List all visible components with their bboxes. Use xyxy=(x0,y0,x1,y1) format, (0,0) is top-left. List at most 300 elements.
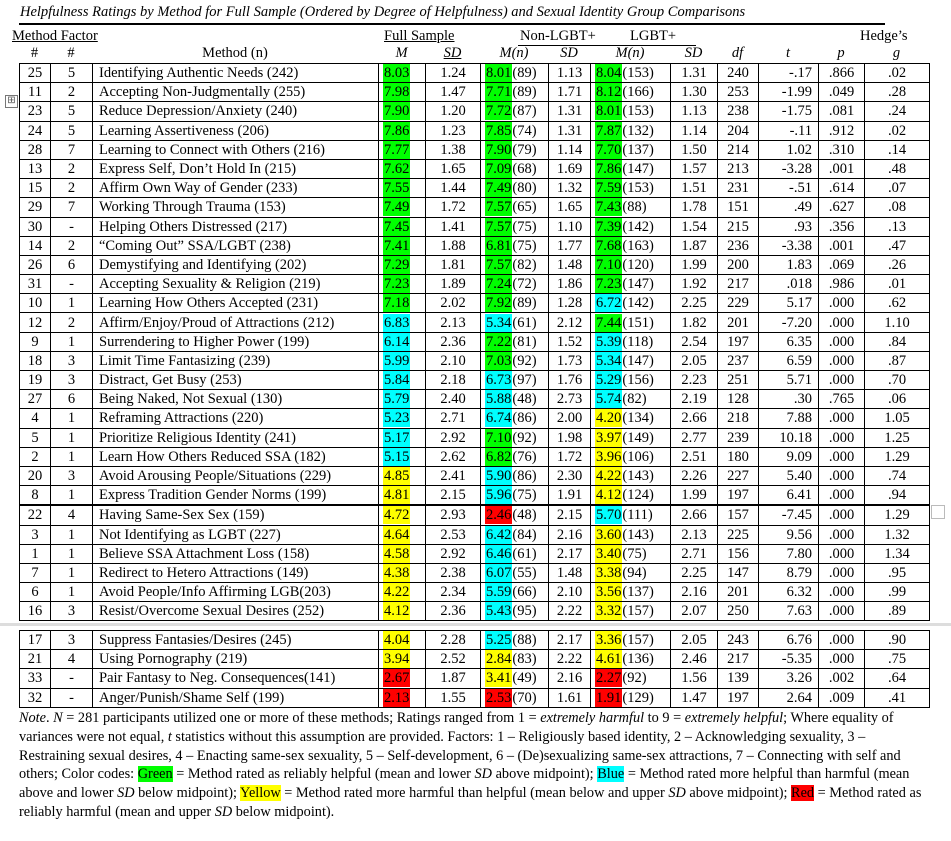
factor-number: 2 xyxy=(51,83,93,102)
p-value: .627 xyxy=(819,198,865,217)
hedges-header: Hedge’s xyxy=(860,28,908,44)
mean-highlight: 5.25 xyxy=(486,632,512,649)
p-value: .000 xyxy=(819,563,865,582)
lgbt-sd: 1.30 xyxy=(671,83,718,102)
table-row xyxy=(20,505,930,525)
method-name: Accepting Non-Judgmentally (255) xyxy=(93,83,379,102)
sample-size: (147) xyxy=(622,161,654,178)
p-value: .000 xyxy=(819,544,865,563)
sample-size: (84) xyxy=(512,526,537,543)
t-stat: .018 xyxy=(759,275,819,294)
method-name: Suppress Fantasies/Desires (245) xyxy=(93,631,379,650)
mean-highlight: 3.40 xyxy=(596,545,622,562)
t-stat: -1.99 xyxy=(759,83,819,102)
mean-highlight: 7.49 xyxy=(486,180,512,197)
sample-size: (70) xyxy=(512,689,537,706)
sample-size: (75) xyxy=(512,237,537,254)
method-name: Accepting Sexuality & Religion (219) xyxy=(93,275,379,294)
mean-highlight: 7.70 xyxy=(596,141,622,158)
mean-highlight: 7.57 xyxy=(486,199,512,216)
factor-number: 1 xyxy=(51,294,93,313)
lgbt-sd: 1.99 xyxy=(671,486,718,506)
p-value: .000 xyxy=(819,650,865,669)
lgbt-sd: 1.82 xyxy=(671,313,718,332)
method-number: 18 xyxy=(20,351,51,370)
non-lgbt-mean xyxy=(481,428,549,447)
method-number: 23 xyxy=(20,102,51,121)
lgbt-sd: 2.51 xyxy=(671,447,718,466)
note-segment: statistics without this assumption are provided. Factors: 1 – Religiously based identity, 2 – Acknowledging sexuality, 3 – Restraining sexual desires, 4 – Enacting same-sex sexuality, 5 – Self-development, 6 – (De)sexualizing same-sex attractions, 7 – Connecting with self and others; Color codes: xyxy=(19,728,901,783)
full-mean xyxy=(379,650,426,669)
full-sd: 1.55 xyxy=(426,688,481,707)
sample-size: (81) xyxy=(512,333,537,350)
lgbt-sd: 2.13 xyxy=(671,525,718,544)
t-stat: 6.41 xyxy=(759,486,819,506)
mean-highlight: 6.74 xyxy=(486,410,512,427)
t-stat: -3.28 xyxy=(759,159,819,178)
note-segment: ; Where equality of variances were not equal, xyxy=(19,710,894,745)
title-rule xyxy=(19,23,885,25)
full-mean xyxy=(379,409,426,428)
df: 197 xyxy=(718,486,759,506)
col-lgbt-m: M(n) xyxy=(615,45,645,62)
sample-size: (72) xyxy=(512,276,537,293)
df: 213 xyxy=(718,159,759,178)
method-name: Demystifying and Identifying (202) xyxy=(93,255,379,274)
hedges-g: 1.29 xyxy=(865,505,930,525)
factor-number: 5 xyxy=(51,121,93,140)
table-row xyxy=(20,390,930,409)
hedges-g: .62 xyxy=(865,294,930,313)
mean-highlight: 4.04 xyxy=(384,632,410,649)
row-resize-handle[interactable] xyxy=(931,505,945,519)
lgbt-mean xyxy=(591,669,671,688)
factor-number: 7 xyxy=(51,140,93,159)
table-title: Helpfulness Ratings by Method for Full Sample (Ordered by Degree of Helpfulness) and Sexual Identity Group Comparisons xyxy=(20,4,746,20)
mean-highlight: 4.12 xyxy=(596,487,622,504)
table-row xyxy=(20,64,930,83)
method-number: 32 xyxy=(20,688,51,707)
method-name: Affirm Own Way of Gender (233) xyxy=(93,179,379,198)
sample-size: (68) xyxy=(512,161,537,178)
non-lgbt-mean xyxy=(481,505,549,525)
non-lgbt-header: Non-LGBT+ xyxy=(520,28,596,44)
p-value: .000 xyxy=(819,505,865,525)
mean-highlight: 2.67 xyxy=(384,670,410,687)
table-row xyxy=(20,631,930,650)
non-lgbt-mean xyxy=(481,275,549,294)
table-row xyxy=(20,275,930,294)
sample-size: (86) xyxy=(512,468,537,485)
t-stat: 1.83 xyxy=(759,255,819,274)
mean-highlight: 5.59 xyxy=(486,584,512,601)
note-segment: extremely helpful xyxy=(684,710,784,726)
lgbt-mean xyxy=(591,631,671,650)
p-value: .000 xyxy=(819,409,865,428)
sample-size: (89) xyxy=(512,65,537,82)
mean-highlight: 3.36 xyxy=(596,632,622,649)
non-lgbt-sd: 1.71 xyxy=(549,83,591,102)
table-row xyxy=(20,544,930,563)
note-segment: Note xyxy=(19,710,47,726)
method-number: 20 xyxy=(20,466,51,485)
factor-number: 4 xyxy=(51,505,93,525)
df: 214 xyxy=(718,140,759,159)
mean-highlight: 7.39 xyxy=(596,218,622,235)
full-mean xyxy=(379,217,426,236)
sample-size: (88) xyxy=(622,199,647,216)
non-lgbt-mean xyxy=(481,525,549,544)
mean-highlight: 5.90 xyxy=(486,468,512,485)
mean-highlight: 4.61 xyxy=(596,651,622,668)
p-value: .000 xyxy=(819,332,865,351)
mean-highlight: 5.34 xyxy=(486,314,512,331)
non-lgbt-mean xyxy=(481,255,549,274)
non-lgbt-sd: 2.30 xyxy=(549,466,591,485)
t-stat: 6.32 xyxy=(759,583,819,602)
p-value: .000 xyxy=(819,583,865,602)
non-lgbt-sd: 1.13 xyxy=(549,64,591,83)
sample-size: (48) xyxy=(512,507,537,524)
full-mean xyxy=(379,83,426,102)
sample-size: (75) xyxy=(512,487,537,504)
hedges-g: .95 xyxy=(865,563,930,582)
factor-number: 3 xyxy=(51,351,93,370)
factor-number: 1 xyxy=(51,447,93,466)
factor-number: 5 xyxy=(51,102,93,121)
method-name: Redirect to Hetero Attractions (149) xyxy=(93,563,379,582)
sample-size: (157) xyxy=(622,632,654,649)
method-name: Resist/Overcome Sexual Desires (252) xyxy=(93,602,379,621)
non-lgbt-sd: 1.98 xyxy=(549,428,591,447)
table-row xyxy=(20,236,930,255)
p-value: .000 xyxy=(819,447,865,466)
mean-highlight: 6.73 xyxy=(486,372,512,389)
mean-highlight: 5.15 xyxy=(384,448,410,465)
mean-highlight: 7.03 xyxy=(486,352,512,369)
p-value: .069 xyxy=(819,255,865,274)
mean-highlight: 7.10 xyxy=(596,256,622,273)
lgbt-sd: 2.25 xyxy=(671,563,718,582)
hedges-g: .24 xyxy=(865,102,930,121)
note-segment: SD xyxy=(117,785,135,802)
non-lgbt-sd: 1.91 xyxy=(549,486,591,506)
note-segment: below midpoint); xyxy=(134,785,241,802)
non-lgbt-sd: 1.69 xyxy=(549,159,591,178)
non-lgbt-mean xyxy=(481,409,549,428)
t-stat: 1.02 xyxy=(759,140,819,159)
table-row xyxy=(20,409,930,428)
full-sd: 2.71 xyxy=(426,409,481,428)
t-stat: 7.80 xyxy=(759,544,819,563)
factor-number: 1 xyxy=(51,563,93,582)
mean-highlight: 5.99 xyxy=(384,352,410,369)
mean-highlight: 7.44 xyxy=(596,314,622,331)
method-number: 8 xyxy=(20,486,51,506)
table-row xyxy=(20,102,930,121)
mean-highlight: 2.53 xyxy=(486,689,512,706)
t-stat: .93 xyxy=(759,217,819,236)
t-stat: -5.35 xyxy=(759,650,819,669)
p-value: .001 xyxy=(819,159,865,178)
non-lgbt-sd: 2.17 xyxy=(549,631,591,650)
hedges-g: .75 xyxy=(865,650,930,669)
sample-size: (147) xyxy=(622,276,654,293)
col-g: g xyxy=(892,45,901,62)
mean-highlight: 7.43 xyxy=(596,199,622,216)
method-name: Learning to Connect with Others (216) xyxy=(93,140,379,159)
mean-highlight: 7.49 xyxy=(384,199,410,216)
method-name: Working Through Trauma (153) xyxy=(93,198,379,217)
hedges-g: .70 xyxy=(865,371,930,390)
sample-size: (151) xyxy=(622,314,654,331)
mean-highlight: 6.46 xyxy=(486,545,512,562)
factor-number: 4 xyxy=(51,650,93,669)
method-name: Anger/Punish/Shame Self (199) xyxy=(93,688,379,707)
col-full-sd: SD xyxy=(443,45,462,62)
sample-size: (166) xyxy=(622,84,654,101)
mean-highlight: 8.01 xyxy=(486,65,512,82)
non-lgbt-sd: 1.48 xyxy=(549,563,591,582)
hedges-g: .87 xyxy=(865,351,930,370)
full-mean xyxy=(379,332,426,351)
mean-highlight: 5.29 xyxy=(596,372,622,389)
sample-size: (65) xyxy=(512,199,537,216)
note-segment: to 9 = xyxy=(644,710,685,726)
sample-size: (111) xyxy=(622,507,653,524)
non-lgbt-sd: 2.16 xyxy=(549,525,591,544)
t-stat: 5.40 xyxy=(759,466,819,485)
t-stat: -.17 xyxy=(759,64,819,83)
mean-highlight: 5.23 xyxy=(384,410,410,427)
method-name: Using Pornography (219) xyxy=(93,650,379,669)
note-segment: SD xyxy=(214,803,233,820)
mean-highlight: 7.41 xyxy=(384,237,410,254)
full-sd: 1.44 xyxy=(426,179,481,198)
factor-number: 3 xyxy=(51,631,93,650)
table-row xyxy=(20,525,930,544)
full-sd: 2.13 xyxy=(426,313,481,332)
sample-size: (153) xyxy=(622,103,654,120)
table-row xyxy=(20,255,930,274)
hedges-g: .47 xyxy=(865,236,930,255)
full-sd: 2.62 xyxy=(426,447,481,466)
method-name: Pair Fantasy to Neg. Consequences(141) xyxy=(93,669,379,688)
df: 200 xyxy=(718,255,759,274)
note-segment: . xyxy=(46,710,54,726)
non-lgbt-mean xyxy=(481,121,549,140)
sample-size: (153) xyxy=(622,180,654,197)
mean-highlight: 5.74 xyxy=(596,391,622,408)
mean-highlight: 7.23 xyxy=(596,276,622,293)
method-name: “Coming Out” SSA/LGBT (238) xyxy=(93,236,379,255)
full-mean xyxy=(379,447,426,466)
t-stat: 6.76 xyxy=(759,631,819,650)
full-mean xyxy=(379,486,426,506)
hedges-g: .64 xyxy=(865,669,930,688)
non-lgbt-mean xyxy=(481,140,549,159)
sample-size: (76) xyxy=(512,448,537,465)
full-sd: 2.40 xyxy=(426,390,481,409)
full-sd: 1.88 xyxy=(426,236,481,255)
lgbt-sd: 1.99 xyxy=(671,255,718,274)
table-row xyxy=(20,294,930,313)
lgbt-sd: 1.14 xyxy=(671,121,718,140)
t-stat: 6.59 xyxy=(759,351,819,370)
non-lgbt-sd: 2.16 xyxy=(549,669,591,688)
hedges-g: 1.32 xyxy=(865,525,930,544)
method-name: Reframing Attractions (220) xyxy=(93,409,379,428)
lgbt-sd: 1.92 xyxy=(671,275,718,294)
t-stat: 5.17 xyxy=(759,294,819,313)
mean-highlight: 1.91 xyxy=(596,689,622,706)
sample-size: (61) xyxy=(512,314,537,331)
non-lgbt-mean xyxy=(481,583,549,602)
lgbt-sd: 2.23 xyxy=(671,371,718,390)
sample-size: (92) xyxy=(622,670,647,687)
mean-highlight: 5.88 xyxy=(486,391,512,408)
full-mean xyxy=(379,688,426,707)
note-segment: Blue xyxy=(597,766,625,783)
mean-highlight: 7.71 xyxy=(486,84,512,101)
p-value: .000 xyxy=(819,602,865,621)
hedges-g: .74 xyxy=(865,466,930,485)
non-lgbt-sd: 2.12 xyxy=(549,313,591,332)
lgbt-header: LGBT+ xyxy=(630,28,677,44)
hedges-g: 1.29 xyxy=(865,447,930,466)
full-mean xyxy=(379,236,426,255)
mean-highlight: 4.64 xyxy=(384,526,410,543)
table-row xyxy=(20,198,930,217)
table-row xyxy=(20,602,930,621)
lgbt-mean xyxy=(591,447,671,466)
full-sd: 2.92 xyxy=(426,544,481,563)
sample-size: (149) xyxy=(622,429,654,446)
df: 227 xyxy=(718,466,759,485)
non-lgbt-mean xyxy=(481,688,549,707)
method-name: Learning Assertiveness (206) xyxy=(93,121,379,140)
mean-highlight: 7.68 xyxy=(596,237,622,254)
non-lgbt-mean xyxy=(481,631,549,650)
p-value: .081 xyxy=(819,102,865,121)
hedges-g: .06 xyxy=(865,390,930,409)
non-lgbt-mean xyxy=(481,313,549,332)
lgbt-sd: 2.05 xyxy=(671,351,718,370)
table-row xyxy=(20,428,930,447)
sample-size: (136) xyxy=(622,651,654,668)
mean-highlight: 2.27 xyxy=(596,670,622,687)
sample-size: (134) xyxy=(622,410,654,427)
mean-highlight: 7.45 xyxy=(384,218,410,235)
mean-highlight: 6.07 xyxy=(486,564,512,581)
lgbt-sd: 1.51 xyxy=(671,179,718,198)
non-lgbt-sd: 1.72 xyxy=(549,447,591,466)
df: 239 xyxy=(718,428,759,447)
non-lgbt-mean xyxy=(481,236,549,255)
t-stat: 5.71 xyxy=(759,371,819,390)
method-name: Express Self, Don’t Hold In (215) xyxy=(93,159,379,178)
hedges-g: .48 xyxy=(865,159,930,178)
full-sd: 2.41 xyxy=(426,466,481,485)
non-lgbt-mean xyxy=(481,198,549,217)
hedges-g: 1.10 xyxy=(865,313,930,332)
factor-number: 3 xyxy=(51,602,93,621)
non-lgbt-sd: 1.28 xyxy=(549,294,591,313)
lgbt-mean xyxy=(591,313,671,332)
df: 197 xyxy=(718,332,759,351)
lgbt-mean xyxy=(591,602,671,621)
p-value: .000 xyxy=(819,631,865,650)
mean-highlight: 2.13 xyxy=(384,689,410,706)
df: 201 xyxy=(718,313,759,332)
lgbt-sd: 2.46 xyxy=(671,650,718,669)
full-sd: 2.52 xyxy=(426,650,481,669)
factor-number: 2 xyxy=(51,179,93,198)
table-row xyxy=(20,140,930,159)
t-stat: 9.56 xyxy=(759,525,819,544)
table-row xyxy=(20,466,930,485)
table-row xyxy=(20,583,930,602)
table-row xyxy=(20,351,930,370)
df: 215 xyxy=(718,217,759,236)
sample-size: (75) xyxy=(512,218,537,235)
mean-highlight: 7.77 xyxy=(384,141,410,158)
sample-size: (142) xyxy=(622,295,654,312)
note-segment: above midpoint); xyxy=(492,766,598,783)
lgbt-mean xyxy=(591,275,671,294)
method-number: 1 xyxy=(20,544,51,563)
lgbt-sd: 2.54 xyxy=(671,332,718,351)
lgbt-mean xyxy=(591,236,671,255)
sample-size: (95) xyxy=(512,603,537,620)
mean-highlight: 3.32 xyxy=(596,603,622,620)
hedges-g: .41 xyxy=(865,688,930,707)
full-sd: 1.23 xyxy=(426,121,481,140)
method-name: Having Same-Sex Sex (159) xyxy=(93,505,379,525)
mean-highlight: 3.41 xyxy=(486,670,512,687)
method-number: 9 xyxy=(20,332,51,351)
mean-highlight: 7.98 xyxy=(384,84,410,101)
factor-number: - xyxy=(51,669,93,688)
ratings-table-main xyxy=(19,63,930,621)
method-name: Being Naked, Not Sexual (130) xyxy=(93,390,379,409)
mean-highlight: 5.96 xyxy=(486,487,512,504)
full-sd: 2.93 xyxy=(426,505,481,525)
mean-highlight: 6.72 xyxy=(596,295,622,312)
col-df: df xyxy=(731,45,744,62)
mean-highlight: 5.84 xyxy=(384,372,410,389)
non-lgbt-sd: 2.15 xyxy=(549,505,591,525)
lgbt-mean xyxy=(591,428,671,447)
mean-highlight: 4.85 xyxy=(384,468,410,485)
df: 236 xyxy=(718,236,759,255)
t-stat: -7.45 xyxy=(759,505,819,525)
df: 197 xyxy=(718,688,759,707)
method-number: 11 xyxy=(20,83,51,102)
lgbt-mean xyxy=(591,198,671,217)
sample-size: (48) xyxy=(512,391,537,408)
method-name: Express Tradition Gender Norms (199) xyxy=(93,486,379,506)
p-value: .049 xyxy=(819,83,865,102)
full-sd: 2.92 xyxy=(426,428,481,447)
method-name: Helping Others Distressed (217) xyxy=(93,217,379,236)
hedges-g: 1.25 xyxy=(865,428,930,447)
table-row xyxy=(20,669,930,688)
df: 151 xyxy=(718,198,759,217)
method-number: 27 xyxy=(20,390,51,409)
lgbt-sd: 2.26 xyxy=(671,466,718,485)
lgbt-mean xyxy=(591,466,671,485)
